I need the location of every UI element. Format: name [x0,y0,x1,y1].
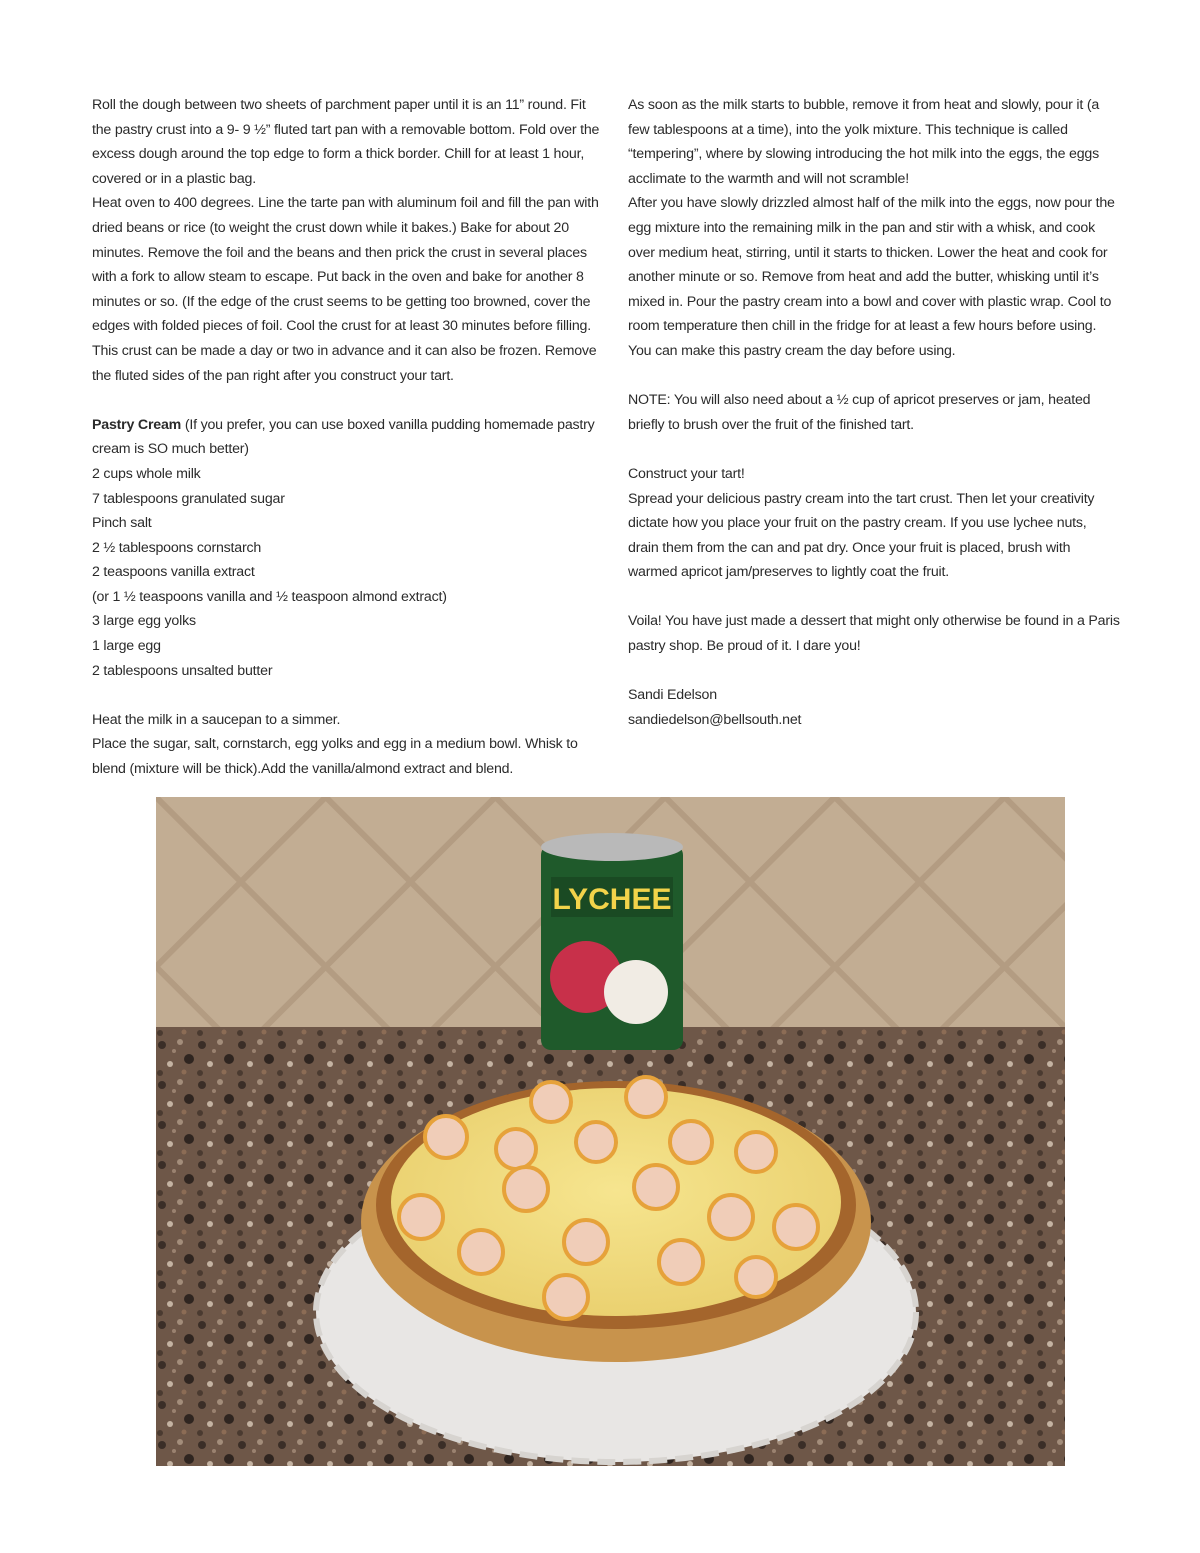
author-email: sandiedelson@bellsouth.net [628,711,802,728]
crust-paragraph-2: Heat oven to 400 degrees. Line the tarte pan with aluminum foil and fill the pan with dried beans or rice (to weight the crust down while it bakes.) Bake for about 20 minutes. Remove the foil and the beans and then prick the crust in several places with a fork to allow steam to escape. Put back in the oven and bake for another 8 minutes or so. (If the edge of the crust seems to be getting too browned, cover the edges with folded pieces of foil. Cool the crust for at least 30 minutes before filling. This crust can be made a day or two in advance and it can also be frozen. Remove the fluted sides of the pan right after you construct your tart. [92,195,599,384]
ingredient-line: 2 teaspoons vanilla extract [92,564,255,581]
tempering-paragraph: As soon as the milk starts to bubble, remove it from heat and slowly, pour it (a few tablespoons at a time), into the yolk mixture. This technique is called “tempering”, where by slowing introducing the hot milk into the eggs, the eggs acclimate to the warmth and will not scramble! [628,97,1100,187]
pastry-cream-intro [92,413,607,462]
ingredient-line: 3 large egg yolks [92,613,196,630]
cooking-paragraph: After you have slowly drizzled almost half of the milk into the eggs, now pour the egg mixture into the remaining milk in the pan and stir with a whisk, and cook over medium heat, stirring, until it starts to thicken. Lower the heat and cook for another minute or so. Remove from heat and add the butter, whisking until it’s mixed in. Pour the pastry cream into a bowl and cover with plastic wrap. Cool to room temperature then chill in the fridge for at least a few hours before using. You can make this pastry cream the day before using. [628,195,1115,359]
pastry-cream-note: (If you prefer, you can use boxed vanilla pudding homemade pastry cream is SO much better) [92,416,595,458]
ingredient-line: (or 1 ½ teaspoons vanilla and ½ teaspoon almond extract) [92,588,447,605]
voila-paragraph: Voila! You have just made a dessert that might only otherwise be found in a Paris pastry shop. Be proud of it. I dare you! [628,613,1120,655]
tart-photo-illustration [156,797,1065,1466]
ingredient-line: 2 tablespoons unsalted butter [92,662,273,679]
left-column [92,93,607,782]
right-column [628,93,1120,732]
ingredient-line: 2 ½ tablespoons cornstarch [92,539,262,556]
pastry-cream-heading: Pastry Cream [92,416,182,433]
ingredient-line: 2 cups whole milk [92,465,201,482]
lychee-can [541,833,683,1050]
ingredient-line: 7 tablespoons granulated sugar [92,490,285,507]
construct-heading: Construct your tart! [628,465,745,482]
can-label: LYCHEE [552,883,672,916]
crust-paragraph-1: Roll the dough between two sheets of parchment paper until it is an 11” round. Fit the pastry crust into a 9- 9 ½” fluted tart pan with a removable bottom. Fold over the excess dough around the top edge to form a thick border. Chill for at least 1 hour, covered or in a plastic bag. [92,97,600,187]
author-name: Sandi Edelson [628,687,717,704]
construct-paragraph: Spread your delicious pastry cream into the tart crust. Then let your creativity dictate how you place your fruit on the pastry cream. If you use lychee nuts, drain them from the can and pat dry. Once your fruit is placed, brush with warmed apricot jam/preserves to lightly coat the fruit. [628,490,1095,581]
method-step-1: Heat the milk in a saucepan to a simmer. [92,711,341,728]
note-paragraph: NOTE: You will also need about a ½ cup of apricot preserves or jam, heated briefly to brush over the fruit of the finished tart. [628,392,1091,433]
tart-photo [156,797,1065,1466]
method-step-2: Place the sugar, salt, cornstarch, egg yolks and egg in a medium bowl. Whisk to blend (mixture will be thick).Add the vanilla/almond extract and blend. [92,736,578,778]
ingredient-line: 1 large egg [92,638,161,655]
ingredient-line: Pinch salt [92,515,152,532]
